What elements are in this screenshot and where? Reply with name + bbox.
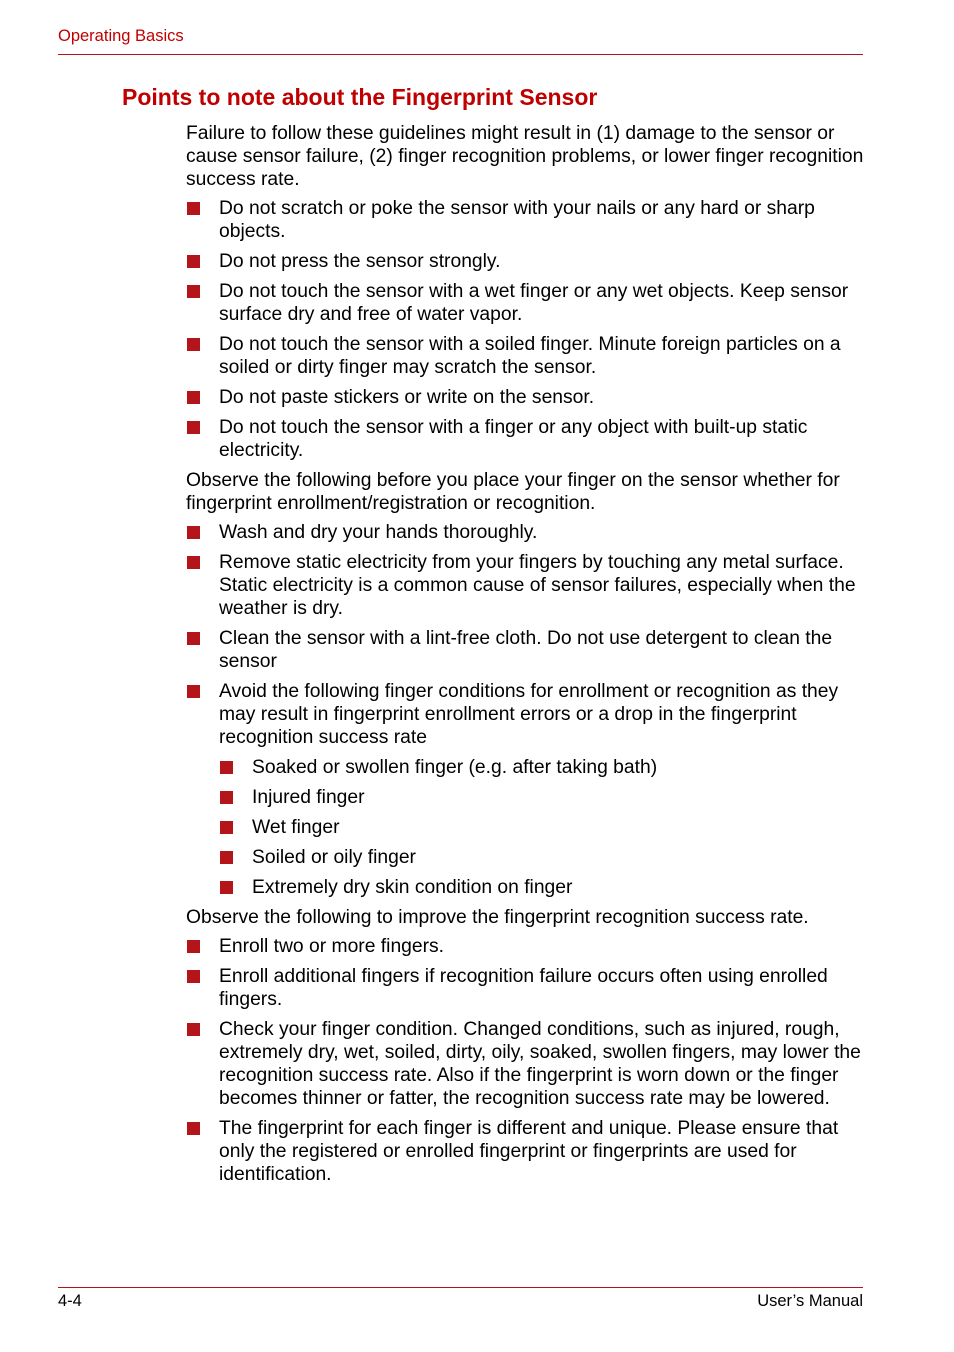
section-title: Points to note about the Fingerprint Sensor — [122, 84, 598, 110]
sublist-item: Injured finger — [219, 786, 866, 809]
list-item: Do not paste stickers or write on the sensor. — [186, 386, 866, 409]
page-number: 4-4 — [58, 1292, 82, 1310]
list-item: Enroll two or more fingers. — [186, 935, 866, 958]
list-item: Wash and dry your hands thoroughly. — [186, 521, 866, 544]
list-item-text: Avoid the following finger conditions for enrollment or recognition as they may result in fingerprint enrollment errors or a drop in the fingerprint recognition success rate — [219, 681, 839, 748]
list-item — [186, 680, 866, 899]
footer-rule — [58, 1287, 863, 1288]
list-item: Do not touch the sensor with a wet finger or any wet objects. Keep sensor surface dry and free of water vapor. — [186, 280, 866, 326]
sublist-item: Extremely dry skin condition on finger — [219, 876, 866, 899]
manual-title: User’s Manual — [757, 1292, 863, 1310]
list-item: Do not touch the sensor with a soiled finger. Minute foreign particles on a soiled or dirty finger may scratch the sensor. — [186, 333, 866, 379]
header-rule — [58, 54, 863, 55]
list-item: Do not touch the sensor with a finger or any object with built-up static electricity. — [186, 416, 866, 462]
running-header: Operating Basics — [58, 27, 184, 45]
intro-paragraph: Failure to follow these guidelines might result in (1) damage to the sensor or cause sensor failure, (2) finger recognition problems, or lower finger recognition success rate. — [186, 123, 864, 190]
main-content — [186, 122, 866, 1193]
list-item: Enroll additional fingers if recognition failure occurs often using enrolled fingers. — [186, 965, 866, 1011]
guidelines-list — [186, 197, 866, 462]
list-item: Do not scratch or poke the sensor with your nails or any hard or sharp objects. — [186, 197, 866, 243]
list-item: Clean the sensor with a lint-free cloth. Do not use detergent to clean the sensor — [186, 627, 866, 673]
list-item: Check your finger condition. Changed conditions, such as injured, rough, extremely dry, wet, soiled, dirty, oily, soaked, swollen fingers, may lower the recognition success rate. Also if the fingerprint is worn down or the finger becomes thinner or fatter, the recognition success rate may be lowered. — [186, 1018, 866, 1110]
list-item: Remove static electricity from your fingers by touching any metal surface. Static electricity is a common cause of sensor failures, especially when the weather is dry. — [186, 551, 866, 620]
improvement-list — [186, 935, 866, 1186]
preparation-list — [186, 521, 866, 899]
list-item: Do not press the sensor strongly. — [186, 250, 866, 273]
finger-conditions-sublist — [219, 756, 866, 899]
sublist-item: Wet finger — [219, 816, 866, 839]
list-item: The fingerprint for each finger is different and unique. Please ensure that only the registered or enrolled fingerprint or fingerprints are used for identification. — [186, 1117, 866, 1186]
before-placing-paragraph: Observe the following before you place your finger on the sensor whether for fingerprint enrollment/registration or recognition. — [186, 470, 840, 514]
sublist-item: Soaked or swollen finger (e.g. after taking bath) — [219, 756, 866, 779]
sublist-item: Soiled or oily finger — [219, 846, 866, 869]
improve-paragraph: Observe the following to improve the fingerprint recognition success rate. — [186, 907, 809, 928]
